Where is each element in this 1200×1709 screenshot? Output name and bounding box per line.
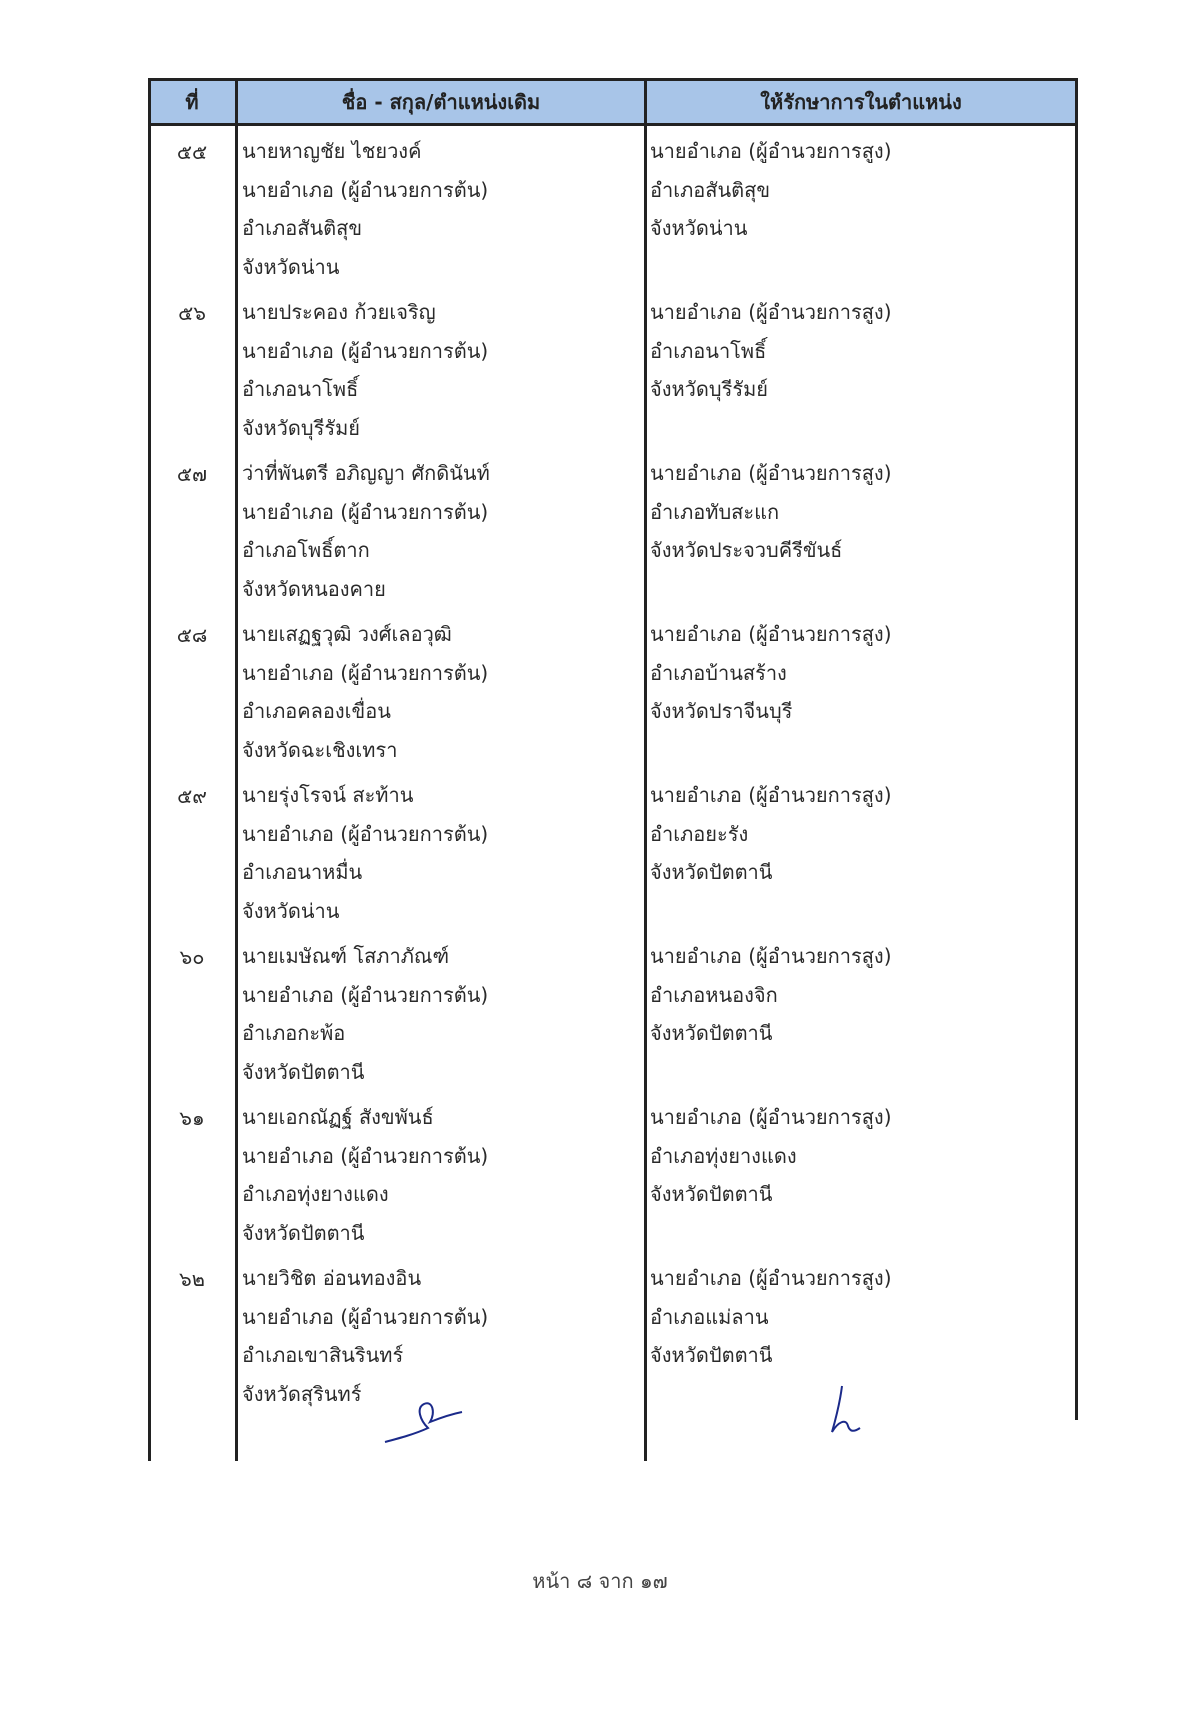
- acting-position-cell: [650, 454, 1074, 570]
- table-body: [148, 128, 1078, 1405]
- header-number: ที่: [185, 90, 199, 114]
- former-line: นายอำเภอ (ผู้อำนวยการต้น): [242, 821, 489, 846]
- former-line: จังหวัดปัตตานี: [242, 1059, 365, 1084]
- row-number: ๕๖: [178, 301, 206, 325]
- row-number: ๕๗: [176, 462, 208, 486]
- acting-line: จังหวัดปัตตานี: [650, 860, 773, 885]
- acting-line: อำเภอสันติสุข: [650, 177, 771, 202]
- former-line: นายรุ่งโรจน์ สะท้าน: [242, 783, 414, 807]
- former-position-cell: [242, 293, 642, 447]
- acting-line: อำเภอยะรัง: [650, 821, 749, 846]
- acting-line: นายอำเภอ (ผู้อำนวยการสูง): [650, 944, 892, 968]
- row-number: ๕๙: [177, 784, 207, 808]
- acting-line: นายอำเภอ (ผู้อำนวยการสูง): [650, 783, 892, 807]
- signature-left: [380, 1390, 470, 1450]
- former-line: อำเภอสันติสุข: [242, 216, 363, 241]
- former-line: จังหวัดหนองคาย: [242, 576, 386, 601]
- page-number: หน้า ๘ จาก ๑๗: [532, 1569, 668, 1593]
- table-row: [148, 128, 1078, 289]
- signature-right: [820, 1382, 870, 1442]
- former-position-cell: [242, 615, 642, 769]
- former-position-cell: [242, 937, 642, 1091]
- former-line: นายประคอง ก้วยเจริญ: [242, 300, 436, 324]
- former-line: จังหวัดปัตตานี: [242, 1220, 365, 1245]
- former-line: นายเสฏฐวุฒิ วงศ์เลอวุฒิ: [242, 622, 452, 646]
- acting-position-cell: [650, 293, 1074, 409]
- acting-line: จังหวัดบุรีรัมย์: [650, 377, 768, 402]
- former-line: นายอำเภอ (ผู้อำนวยการต้น): [242, 338, 489, 363]
- row-number: ๕๕: [176, 140, 208, 164]
- former-line: นายอำเภอ (ผู้อำนวยการต้น): [242, 1304, 489, 1329]
- former-line: อำเภอกะพ้อ: [242, 1021, 346, 1046]
- acting-line: อำเภอแม่ลาน: [650, 1304, 769, 1329]
- former-line: จังหวัดสุรินทร์: [242, 1381, 362, 1406]
- acting-position-cell: [650, 615, 1074, 731]
- table-row: [148, 450, 1078, 611]
- acting-line: นายอำเภอ (ผู้อำนวยการสูง): [650, 1266, 892, 1290]
- acting-line: จังหวัดประจวบคีรีขันธ์: [650, 538, 843, 563]
- former-line: อำเภอเขาสินรินทร์: [242, 1343, 404, 1368]
- former-line: นายอำเภอ (ผู้อำนวยการต้น): [242, 177, 489, 202]
- acting-line: จังหวัดปราจีนบุรี: [650, 699, 793, 724]
- former-line: อำเภอนาหมื่น: [242, 860, 363, 885]
- header-acting-position: ให้รักษาการในตำแหน่ง: [760, 90, 962, 114]
- former-line: นายอำเภอ (ผู้อำนวยการต้น): [242, 499, 489, 524]
- table-row: [148, 772, 1078, 933]
- former-line: อำเภอคลองเขื่อน: [242, 699, 391, 724]
- former-position-cell: [242, 1098, 642, 1252]
- acting-line: นายอำเภอ (ผู้อำนวยการสูง): [650, 461, 892, 485]
- row-number: ๖๑: [179, 1106, 205, 1130]
- table-row: [148, 1094, 1078, 1255]
- header-former-position: ชื่อ - สกุล/ตำแหน่งเดิม: [341, 90, 541, 114]
- acting-line: อำเภอทุ่งยางแดง: [650, 1143, 797, 1168]
- former-line: นายเมษัณฑ์ โสภาภัณฑ์: [242, 944, 450, 968]
- former-line: จังหวัดบุรีรัมย์: [242, 415, 360, 440]
- table-row: [148, 289, 1078, 450]
- table-border-right: [1075, 78, 1078, 1420]
- acting-line: อำเภอทับสะแก: [650, 499, 780, 524]
- former-line: อำเภอทุ่งยางแดง: [242, 1182, 389, 1207]
- table-row: [148, 1255, 1078, 1405]
- acting-line: จังหวัดน่าน: [650, 216, 748, 241]
- acting-line: จังหวัดปัตตานี: [650, 1182, 773, 1207]
- former-line: อำเภอโพธิ์ตาก: [242, 538, 370, 563]
- acting-line: นายอำเภอ (ผู้อำนวยการสูง): [650, 1105, 892, 1129]
- table-border-left: [148, 78, 151, 1461]
- acting-position-cell: [650, 132, 1074, 248]
- row-number: ๕๘: [176, 623, 208, 647]
- former-line: นายอำเภอ (ผู้อำนวยการต้น): [242, 982, 489, 1007]
- acting-position-cell: [650, 776, 1074, 892]
- former-position-cell: [242, 776, 642, 930]
- acting-position-cell: [650, 937, 1074, 1053]
- row-number: ๖๐: [179, 945, 205, 969]
- acting-line: อำเภอหนองจิก: [650, 982, 778, 1007]
- former-line: จังหวัดฉะเชิงเทรา: [242, 737, 398, 762]
- former-line: นายวิชิต อ่อนทองอิน: [242, 1266, 422, 1290]
- acting-line: จังหวัดปัตตานี: [650, 1343, 773, 1368]
- acting-line: อำเภอบ้านสร้าง: [650, 660, 787, 685]
- appointment-table: [148, 78, 1078, 1461]
- former-position-cell: [242, 454, 642, 608]
- acting-position-cell: [650, 1259, 1074, 1375]
- acting-line: นายอำเภอ (ผู้อำนวยการสูง): [650, 300, 892, 324]
- former-line: จังหวัดน่าน: [242, 254, 340, 279]
- acting-position-cell: [650, 1098, 1074, 1214]
- former-line: นายหาญชัย ไชยวงค์: [242, 139, 422, 163]
- acting-line: นายอำเภอ (ผู้อำนวยการสูง): [650, 139, 892, 163]
- acting-line: อำเภอนาโพธิ์: [650, 338, 767, 363]
- table-divider-2: [644, 78, 647, 1461]
- former-line: นายอำเภอ (ผู้อำนวยการต้น): [242, 660, 489, 685]
- former-line: นายอำเภอ (ผู้อำนวยการต้น): [242, 1143, 489, 1168]
- former-line: จังหวัดน่าน: [242, 898, 340, 923]
- former-line: ว่าที่พันตรี อภิญญา ศักดินันท์: [242, 461, 490, 485]
- table-row: [148, 933, 1078, 1094]
- table-header: [148, 78, 1078, 126]
- row-number: ๖๒: [179, 1267, 205, 1291]
- table-row: [148, 611, 1078, 772]
- former-position-cell: [242, 132, 642, 286]
- acting-line: นายอำเภอ (ผู้อำนวยการสูง): [650, 622, 892, 646]
- table-divider-1: [235, 78, 238, 1461]
- acting-line: จังหวัดปัตตานี: [650, 1021, 773, 1046]
- former-line: อำเภอนาโพธิ์: [242, 377, 359, 402]
- former-line: นายเอกณัฏฐ์ สังขพันธ์: [242, 1105, 434, 1129]
